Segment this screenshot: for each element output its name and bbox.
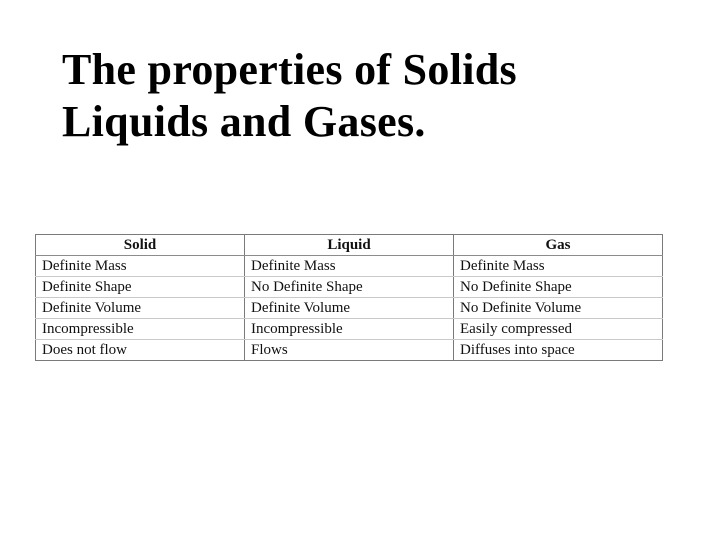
header-solid: Solid — [36, 235, 245, 256]
table-cell: No Definite Shape — [454, 277, 663, 298]
table-cell: Diffuses into space — [454, 340, 663, 361]
table-row — [36, 298, 663, 319]
slide-title-line-2: Liquids and Gases. — [62, 97, 426, 146]
table-header-row — [36, 235, 663, 256]
table-row — [36, 277, 663, 298]
table-cell: No Definite Volume — [454, 298, 663, 319]
slide-title — [62, 44, 682, 148]
table-cell: Definite Volume — [36, 298, 245, 319]
table-row — [36, 340, 663, 361]
table-cell: Does not flow — [36, 340, 245, 361]
table-cell: Easily compressed — [454, 319, 663, 340]
table-cell: Definite Mass — [454, 256, 663, 277]
table-cell: Incompressible — [245, 319, 454, 340]
table-row — [36, 319, 663, 340]
table-row — [36, 256, 663, 277]
table-cell: No Definite Shape — [245, 277, 454, 298]
table-cell: Definite Mass — [36, 256, 245, 277]
table-cell: Flows — [245, 340, 454, 361]
table-cell: Definite Shape — [36, 277, 245, 298]
header-gas: Gas — [454, 235, 663, 256]
slide-title-line-1: The properties of Solids — [62, 45, 517, 94]
table-cell: Definite Volume — [245, 298, 454, 319]
properties-table — [35, 234, 663, 361]
header-liquid: Liquid — [245, 235, 454, 256]
table-cell: Definite Mass — [245, 256, 454, 277]
table-cell: Incompressible — [36, 319, 245, 340]
